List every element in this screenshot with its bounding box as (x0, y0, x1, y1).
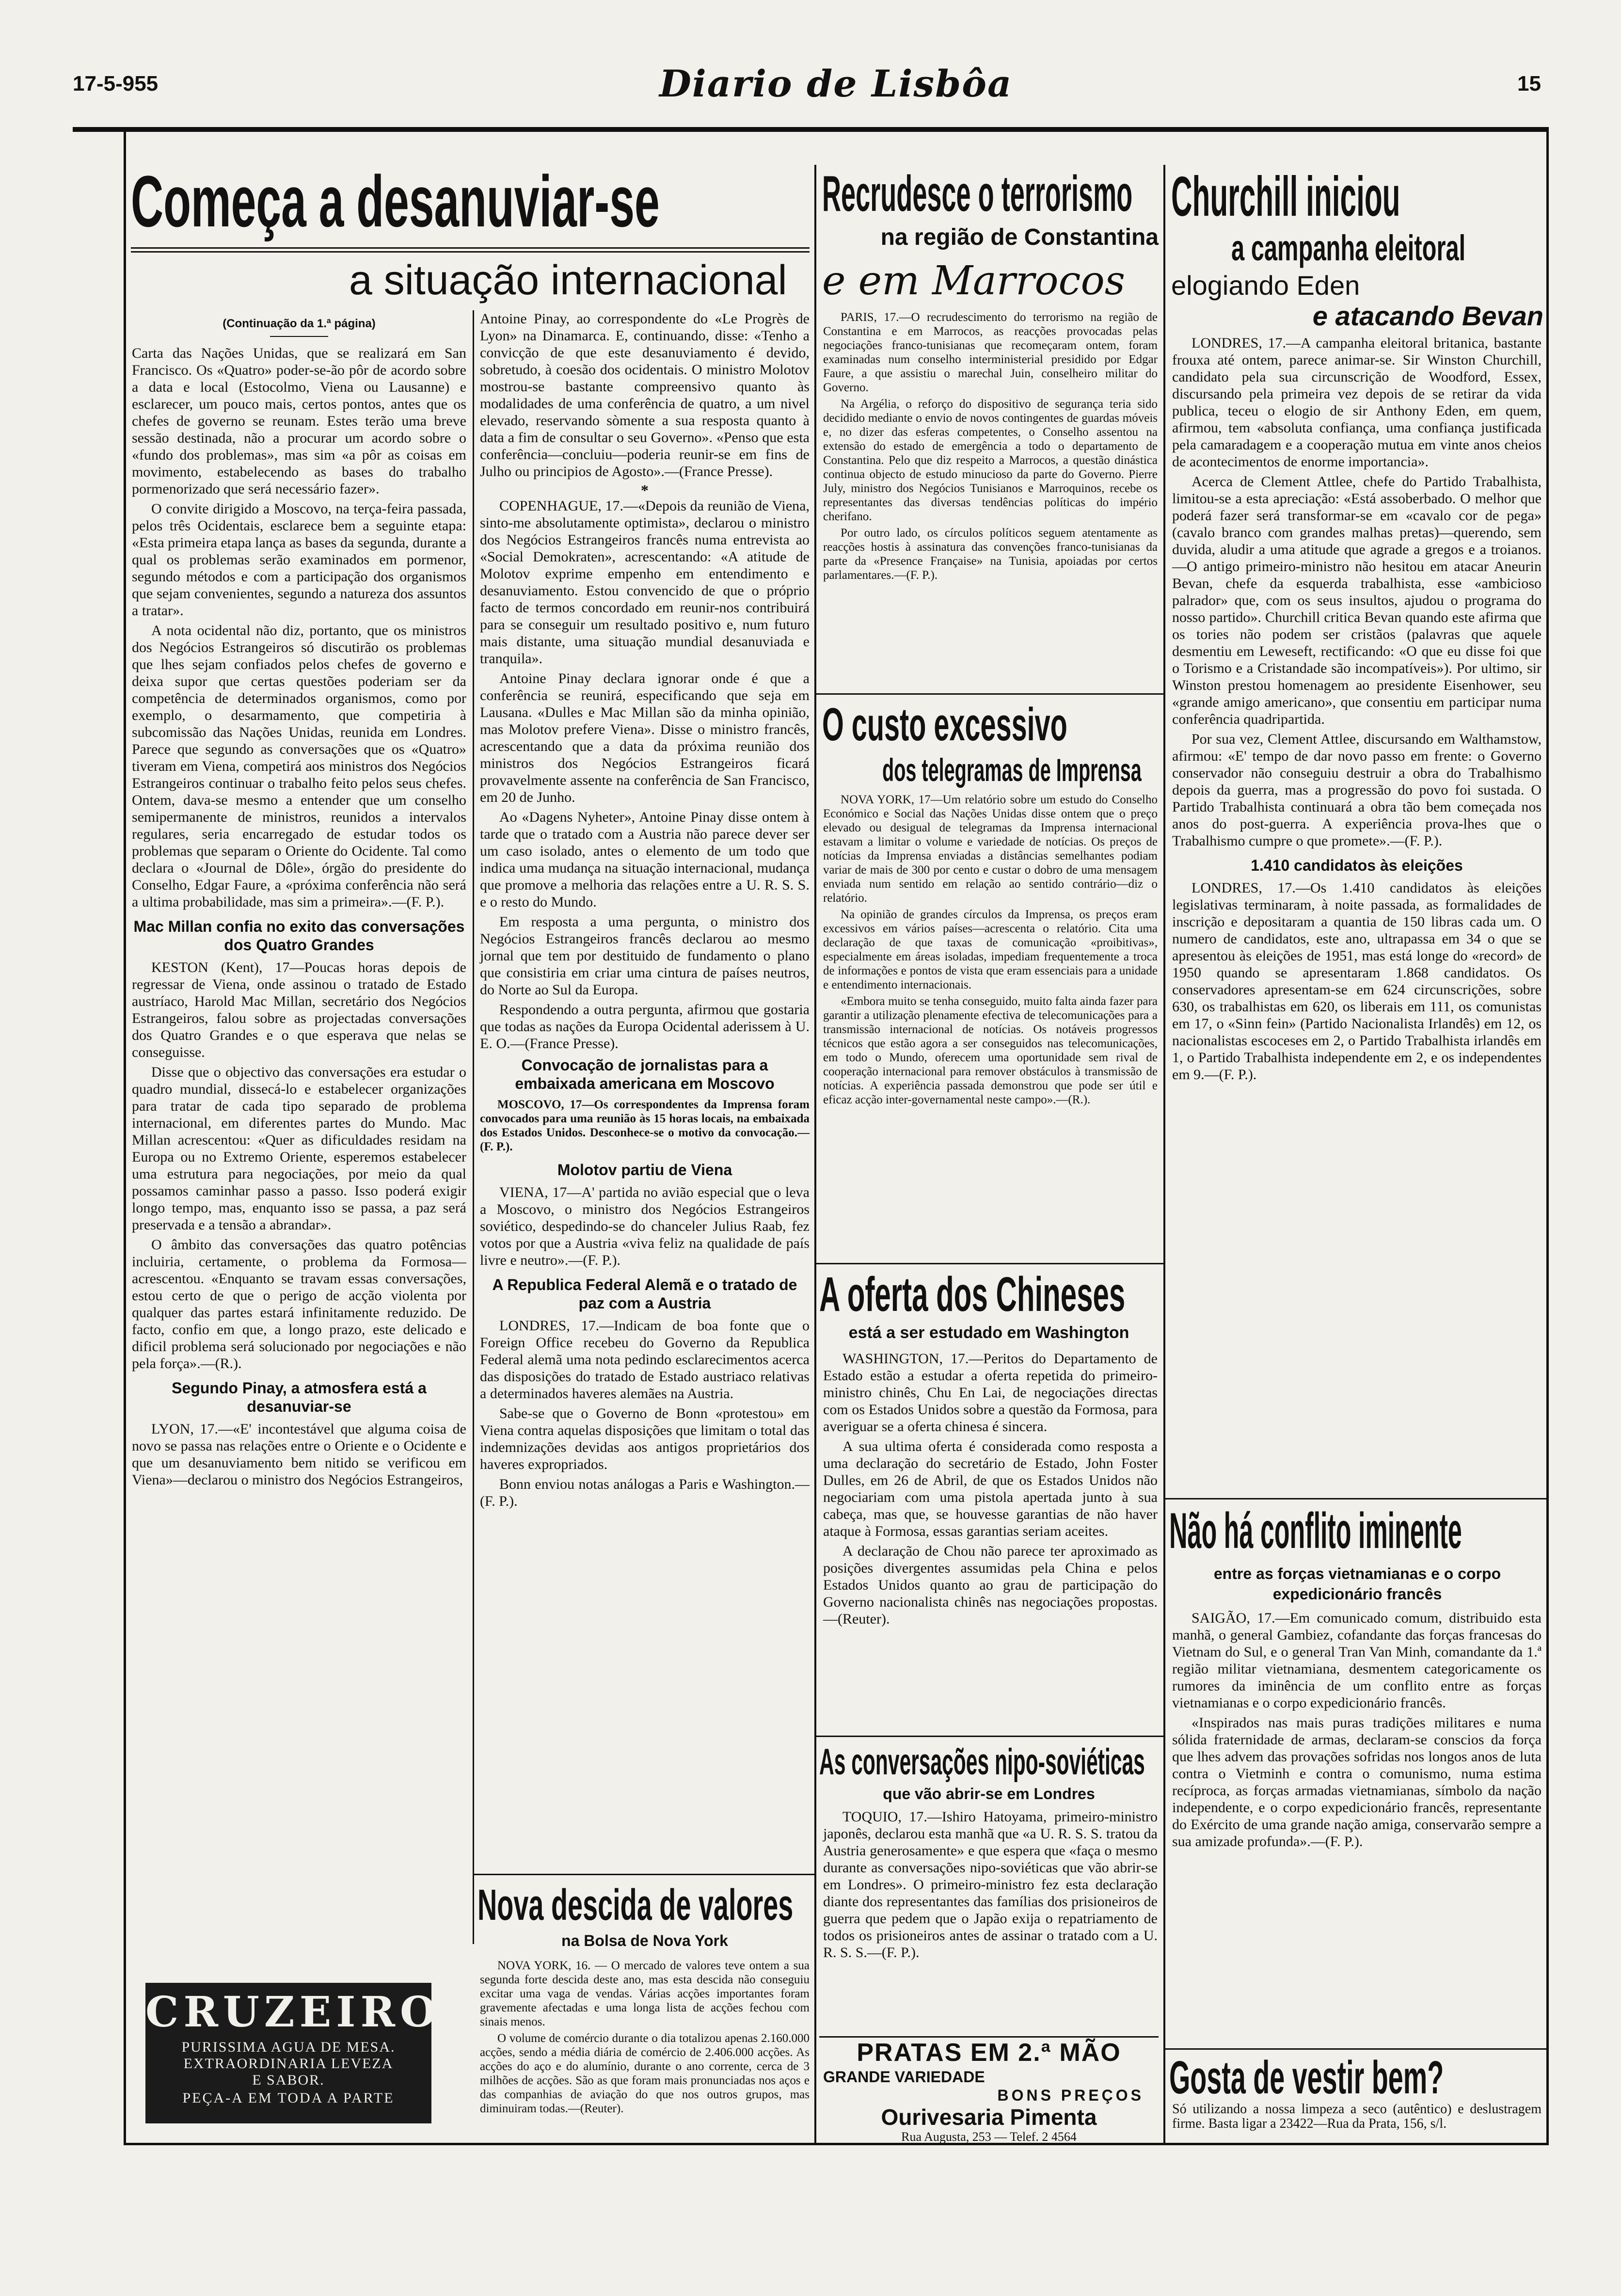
col1-subheading-macmillan: Mac Millan confia no exito das conversações dos Quatro Grandes (133, 918, 465, 954)
col3-story3-sub: está a ser estudado em Washington (848, 1323, 1129, 1342)
col2-story2-sub: na Bolsa de Nova York (561, 1932, 728, 1949)
cruzeiro-line-2: EXTRAORDINARIA LEVEZA (183, 2056, 394, 2072)
col2-paragraph: Em resposta a uma pergunta, o ministro dos Negócios Estrangeiros francês declarou ao mesmo jornal que tem por destituido de fundamento o plano que consistiria em criar uma cintura de países neutros, do Norte ao Sul da Europa. (480, 914, 810, 998)
col3-paragraph: PARIS, 17.—O recrudescimento do terrorismo na região de Constantina e em Marrocos, as reacções provocadas pelas negociações franco-tunisianas que recomeçaram ontem, foram examinadas num conselho interministerial presidido por Edgar Faure, a que assistiu o marechal Juin, conselheiro militar do Governo. (823, 311, 1158, 394)
col3-story4-sub: que vão abrir-se em Londres (883, 1785, 1095, 1802)
col3-story (823, 310, 1158, 585)
col1-subheading-pinay: Segundo Pinay, a atmosfera está a desanuviar-se (172, 1379, 427, 1415)
col3-story4-body (823, 1808, 1158, 1964)
col4-headline: Churchill iniciou (1171, 165, 1400, 228)
col2-paragraph: Antoine Pinay declara ignorar onde é que a conferência se reunirá, especificando que seja em Lausana. «Dulles e Mac Millan são da minha opinião, mas Molotov prefere Viena». Disse o ministro francês, acrescentando que a data da próxima reunião dos ministros dos Negócios Estrangeiros ficará provavelmente assente na conferência de San Francisco, em 20 de Junho. (480, 670, 810, 805)
main-subheadline: a situação internacional (349, 257, 787, 303)
col3-story3-paragraph: A sua ultima oferta é considerada como resposta a uma declaração do secretário de Estado, John Foster Dulles, em 26 de Abril, de que os Estados Unidos não negociariam com uma pistola apertada junto à sua cabeça, mas que, se houvesse garantias de não haver ataque à Formosa, essas garantias seriam aceites. (823, 1438, 1158, 1539)
col2-paragraph: Respondendo a outra pergunta, afirmou que gostaria que todas as nações da Europa Ocidental aderissem à U. E. O.—(France Presse). (480, 1002, 810, 1052)
col2-story2-headline: Nova descida de valores (477, 1881, 794, 1929)
col3-story4-headline: As conversações nipo-soviéticas (819, 1741, 1145, 1783)
col3-paragraph: Na Argélia, o reforço do dispositivo de segurança teria sido decidido mediante o envio de novos contingentes de guardas móveis e, no dizer das esferas competentes, o Conselho assentou na extensão do estado de emergência a todo o departamento de Constantina. Pelo que diz respeito a Marrocos, a questão dinástica continua objecto de estudo minucioso da parte do Governo. Pierre July, ministro dos Negócios Tunisianos e Marroquinos, recebe os representantes das diversas tendências políticas do império cherifano. (823, 398, 1158, 523)
pratas-title: PRATAS EM 2.ª MÃO (857, 2039, 1121, 2067)
col4-story2-paragraph: «Inspirados nas mais puras tradições militares e numa sólida fraternidade de armas, declaram-se conscios da força que lhes advem das provações sofridas nos longos anos de luta contra o Vietminh e contra o comunismo, numa estima recíproca, as forças armadas vietnamianas, símbolo da nação independente, e o corpo expedicionário francês, representante do Exército de uma grande nação amiga, conservarão sempre a sua amizade profunda».—(F. P.). (1172, 1715, 1542, 1850)
col3-story4-paragraph: TOQUIO, 17.—Ishiro Hatoyama, primeiro-ministro japonês, declarou esta manhã que «a U. R. S. S. tratou da Austria generosamente» e que espera que «faça o mesmo durante as conversações nipo-soviéticas que vão abrir-se em Londres». O primeiro-ministro fez esta declaração diante dos representantes das famílias dos prisioneiros de guerra que pedem que o Japão exija o repatriamento de todos os prisioneiros antes de assinar o tratado com a U. R. S. S.—(F. P.). (823, 1809, 1158, 1961)
col1-paragraph: Disse que o objectivo das conversações era estudar o quadro mundial, dissecá-lo e estabelecer organizações para tratar de cada tipo separado de problema internacional, em diferentes partes do Mundo. Mac Millan acrescentou: «Quer as dificuldades residam na Europa ou no Extremo Oriente, esperemos estabelecer uma estrutura para negociações, por meio da qual possamos caminhar passo a passo. Isso poderá exigir longo tempo, mas, enquanto isso se passa, a paz será preservada e a tensão a abrandar». (132, 1064, 466, 1233)
col4-story2-sub: entre as forças vietnamianas e o corpo expedicionário francês (1213, 1565, 1501, 1603)
asterisk-divider: * (641, 481, 649, 499)
continuation-note: (Continuação da 1.ª página) (222, 317, 376, 330)
col1-paragraph: A nota ocidental não diz, portanto, que os ministros dos Negócios Estrangeiros só discutirão os problemas que lhes sejam confiados pelos chefes de governo e deixa supor que certas questões poderiam ser da competência de determinados organismos, como por exemplo, o desarmamento, que competiria à subcomissão das Nações Unidas, reunida em Londres. Parece que segundo as conversações que os «Quatro» tiveram em Viena, competirá aos ministros dos Negócios Estrangeiros continuar o trabalho feito pelos seus chefes. Ontem, dava-se mesmo a entender que um conselho semipermanente de ministros, reunidos a intervalos regulares, seria encarregado de estudar todos os problemas que separam o Oriente do Ocidente. Tal como declara o «Journal de Dôle», órgão do presidente do Conselho, Edgar Faure, a «próxima conferência não será a ultima probabilidade, mas sim a primeira».—(F. P.). (132, 622, 466, 910)
col3-story3-headline: A oferta dos Chineses (819, 1267, 1126, 1322)
col4-story (1172, 335, 1542, 1086)
col3-story3-paragraph: A declaração de Chou não parece ter aproximado as posições divergentes assumidas pela China e pelos Estados Unidos quanto ao grau de participação do Governo nacionalista chinês nas negociações propostas.—(Reuter). (823, 1543, 1158, 1627)
col-sep-3-4 (1163, 165, 1165, 2143)
continuation-divider (270, 336, 328, 337)
cruzeiro-ad (145, 1983, 441, 2123)
col3-story2-paragraph: NOVA YORK, 17—Um relatório sobre um estudo do Conselho Económico e Social das Nações Unidas disse ontem que o preço elevado ou desigual de telegramas da Imprensa internacional estavam a limitar o volume e variedade de notícias. Os preços de notícias da Imprensa enviadas a distâncias semelhantes podiam variar de mais de 300 por cento e custar o dobro de uma mensagem enviada num sentido em relação ao sentido contrário—diz o relatório. (823, 793, 1158, 905)
col-sep-1-2 (473, 310, 474, 1944)
col4-story3-paragraph: Só utilizando a nossa limpeza a seco (autêntico) e deslustragem firme. Basta ligar a 23422—Rua da Prata, 156, s/l. (1172, 2102, 1542, 2131)
col2-story2-body (480, 1959, 810, 2118)
col2-paragraph: Antoine Pinay, ao correspondente do «Le Progrès de Lyon» na Dinamarca. E, continuando, disse: «Tenho a convicção de que este desanuviamento é devido, sobretudo, à coesão dos ocidentais. O ministro Molotov mostrou-se bastante compreensivo quanto às modalidades de uma conferência de quatro, a um nivel elevado, reservando sòmente a sua resposta quanto à data a fim de consultar o seu Governo». «Penso que esta conferência—concluiu—poderia reunir-se em fins de Julho ou principios de Agosto».—(France Presse). (480, 311, 810, 479)
col4-story3-rule (1165, 2048, 1546, 2050)
col3-story3-paragraph: WASHINGTON, 17.—Peritos do Departamento de Estado estão a estudar a oferta repetida do primeiro-ministro chinês, Chu En Lai, de negociações directas com os Estados Unidos sobre a questão da Formosa, para averiguar se a oferta chinesa é sincera. (823, 1351, 1158, 1435)
col4-story3-body (1172, 2102, 1542, 2134)
cruzeiro-line-4: PEÇA-A EM TODA A PARTE (182, 2090, 395, 2106)
col4-paragraph: Acerca de Clement Attlee, chefe do Partido Trabalhista, limitou-se a esta apreciação: «Está assoberbado. O melhor que poderá fazer será transformar-se em «cavalo cor de pega» (cavalo branco com grandes malhas pretas)—querendo, sem duvida, aludir a uma atitude que agrade a gregos e a troianos.—O antigo primeiro-ministro não hesitou em atacar Aneurin Bevan, chefe da esquerda trabalhista, esse «ambicioso palrador» que, com os seus insultos, ajudou o programa do nosso partido». Churchill critica Bevan quando este afirma que os tories não podem ser cristãos (palavras que aquele desmentiu em Leweseft, rectificando: «O que eu disse foi que o Torismo e a Cristandade são incompatíveis»). Por ultimo, sir Winston prestou homenagem ao presidente Eisenhower, seu «grande amigo americano», que consentiu em participar numa conferência quadripartida. (1172, 474, 1542, 727)
col2-story2-rule (473, 1874, 816, 1875)
col1-paragraph: LYON, 17.—«E' incontestável que alguma coisa de novo se passa nas relações entre o Oriente e o Ocidente e que um desanuviamento bem nitido se verificou em Viena»—declarou o ministro dos Negócios Estrangeiros, (132, 1421, 466, 1488)
pratas-name: Ourivesaria Pimenta (881, 2105, 1097, 2130)
col4-paragraph: LONDRES, 17.—A campanha eleitoral britanica, bastante frouxa até ontem, parece animar-se. Sir Winston Churchill, candidato pela sua circunscrição de Woodford, Essex, discursando pela primeira vez depois de se retirar da vida publica, teceu o elogio de sir Anthony Eden, em quem, afirmou, tem «absoluta confiança, uma confiança justificada pela camaradagem e a cooperação mutua em vinte anos cheios de acontecimentos de enorme importancia». (1172, 335, 1542, 470)
main-headline: Começa a desanuviar-se (131, 160, 660, 242)
col1-paragraph: O âmbito das conversações das quatro potências incluiria, certamente, o problema da Formosa—acrescentou. «Enquanto se travam essas conversações, estou certo de que o perigo de acção violenta por qualquer das partes estará infinitamente reduzido. De facto, confio em que, a longo prazo, este delicado e dificil problema será solucionado por negociações e não pela força».—(R.). (132, 1237, 466, 1371)
col4-subheading-candidatos: 1.410 candidatos às eleições (1251, 857, 1463, 874)
col2-story (480, 310, 810, 1513)
col2-paragraph: Ao «Dagens Nyheter», Antoine Pinay disse ontem à tarde que o tratado com a Austria não parece dever ser um caso isolado, antes o elemento de um todo que indica uma mudança na situação internacional, mudança que promove a melhoria das relações entre a U. R. S. S. e o resto do Mundo. (480, 809, 810, 910)
headline-rule-2 (131, 251, 810, 253)
masthead-title: Diario de Lisbôa (659, 62, 1013, 105)
col2-paragraph: MOSCOVO, 17—Os correspondentes da Imprensa foram convocados para uma reunião às 15 horas locais, na embaixada dos Estados Unidos. Desconhece-se o motivo da convocação.—(F. P.). (480, 1098, 810, 1153)
col3-story3-body (823, 1350, 1158, 1630)
cruzeiro-title: CRUZEIRO (145, 1988, 441, 2037)
col1-paragraph: KESTON (Kent), 17—Poucas horas depois de regressar de Viena, onde assinou o tratado de Estado austríaco, Harold Mac Millan, secretário dos Negócios Estrangeiros, falou sobre as projectadas conversações dos Quatro Grandes e o que esperava que nelas se conseguisse. (132, 959, 466, 1060)
col4-headline-c: elogiando Eden (1171, 270, 1360, 301)
col4-story2-rule (1165, 1498, 1546, 1499)
pratas-address: Rua Augusta, 253 — Telef. 2 4564 (901, 2130, 1077, 2144)
col4-story2-paragraph: SAIGÃO, 17.—Em comunicado comum, distribuido esta manhã, o general Gambiez, cofandante das forças francesas do Vietnam do Sul, e o general Tran Van Minh, comandante da 1.ª região militar vietnamiana, desmentem categoricamente os rumores da iminência de um conflito entre as forças vietnamianas e o corpo expedicionário francês. (1172, 1610, 1542, 1711)
page-number: 15 (1517, 72, 1541, 96)
masthead-date: 17-5-955 (73, 72, 159, 96)
col2-paragraph: COPENHAGUE, 17.—«Depois da reunião de Viena, sinto-me absolutamente optimista», declarou o ministro dos Negócios Estrangeiros francês numa entrevista ao «Social Demokraten», acrescentando: «A atitude de Molotov exprime empenho em entendimento e desanuviamento. Estou convencido de que o próprio facto de termos concordado em reunir-nos contribuirá para se conseguir um resultado positivo e, num futuro mais distante, uma situação mundial desanuviada e tranquila». (480, 498, 810, 667)
col2-paragraph: LONDRES, 17.—Indicam de boa fonte que o Foreign Office recebeu do Governo da Republica Federal alemã uma nota pedindo esclarecimentos acerca das disposições do tratado de Estado austriaco relativas a determinados haveres alemães na Austria. (480, 1318, 810, 1402)
col3-story2-body (823, 793, 1158, 1109)
col3-headline: Recrudesce o terrorismo (822, 166, 1133, 222)
col4-paragraph: LONDRES, 17.—Os 1.410 candidatos às eleições legislativas terminaram, à noite passada, as formalidades de inscrição e depositaram a quantia de 150 libras cada um. O numero de candidatos, este ano, ultrapassa em 34 o que se apresentou às eleições de 1951, mas está longe do «record» de 1950 quando se apresentaram 1.868 candidatos. Os conservadores apresentam-se em 624 circunscrições, sobre 630, os trabalhistas em 620, os liberais em 111, os comunistas em 17, o «Sinn fein» (Partido Nacionalista Irlandês) em 12, os nacionalistas escoceses em 2, o Partido Trabalhista irlandês em 1, o Partido Trabalhista independente em 2, e os independentes em 9.—(F. P.). (1172, 880, 1542, 1083)
col1-paragraph: O convite dirigido a Moscovo, na terça-feira passada, pelos três Ocidentais, esclarece bem a seguinte etapa: «Esta primeira etapa lança as bases da segunda, durante a qual os problemas serão examinados em pormenor, segundo métodos e com a participação dos organismos que sejam convenientes, segundo a natureza dos assuntos a tratar». (132, 501, 466, 619)
masthead-rule (73, 127, 1549, 132)
col1-story (132, 315, 466, 1491)
pratas-line-1: GRANDE VARIEDADE (823, 2068, 985, 2086)
col3-story4-rule (816, 1736, 1163, 1737)
col4-headline-b: a campanha eleitoral (1231, 228, 1466, 268)
col1-paragraph: Carta das Nações Unidas, que se realizará em San Francisco. Os «Quatro» poder-se-ão pôr de acordo sobre a data e local (Estocolmo, Viena ou Lausanne) e esclarecer, um pouco mais, certos pontos, antes que os chefes de governo se reunam. Estes terão uma breve sessão destinada, não a procurar um acordo sobre o «fundo dos problemas», mas sim «a pôr as coisas em movimento, estabelecendo as bases do trabalho pormenorizado que será necessário fazer». (132, 345, 466, 497)
col2-story2-paragraph: NOVA YORK, 16. — O mercado de valores teve ontem a sua segunda forte descida deste ano, mas esta descida não conseguiu excitar uma vaga de vendas. Várias acções importantes foram gravemente afectadas e uma longa lista de acções fechou com sinais menos. (480, 1959, 810, 2028)
frame-right (1546, 132, 1549, 2144)
col4-story3-headline: Gosta de vestir bem? (1169, 2052, 1444, 2104)
col4-story2-body (1172, 1610, 1542, 1853)
col2-paragraph: Sabe-se que o Governo de Bonn «protestou» em Viena contra aquelas disposições que limitam o total das indemnizações devidas aos antigos proprietários dos haveres expropriados. (480, 1405, 810, 1472)
col4-story2-headline: Não há conflito iminente (1169, 1503, 1462, 1559)
col2-subheading-republica: A Republica Federal Alemã e o tratado de paz com a Austria (492, 1276, 797, 1312)
col3-headline-c: e em Marrocos (822, 258, 1125, 304)
col3-story2-paragraph: Na opinião de grandes círculos da Imprensa, os preços eram excessivos em vários países—acrescenta o relatório. Cita uma declaração de que taxas de comunicação «proibitivas», especialmente em áreas isoladas, impediam frequentemente a troca de informações e pontos de vista que eram essenciais para a unidade e entendimento internacionais. (823, 908, 1158, 991)
col2-paragraph: VIENA, 17—A' partida no avião especial que o leva a Moscovo, o ministro dos Negócios Estrangeiros soviético, despedindo-se do chanceler Julius Raab, fez votos por que a Austria «viva feliz na qualidade de país livre e neutro».—(F. P.). (480, 1184, 810, 1268)
headline-rule-1 (131, 247, 810, 249)
col2-subheading-jornalistas: Convocação de jornalistas para a embaixada americana em Moscovo (515, 1056, 775, 1092)
pratas-ad (819, 2036, 1159, 2144)
col3-story2-paragraph: «Embora muito se tenha conseguido, muito falta ainda fazer para garantir a utilização plenamente efectiva de telecomunicações para a transmissão internacional de notícias. Os notáveis progressos técnicos que estão agora a ser conseguidos nas telecomunicações, em todo o Mundo, oferecem uma oportunidade sem rival de cooperação internacional para remover obstáculos à transmissão de notícias. A experiência passada demonstrou que pode ser útil e eficaz acção inter-governamental neste campo».—(R.). (823, 995, 1158, 1106)
col3-headline-b: na região de Constantina (880, 224, 1159, 250)
col4-paragraph: Por sua vez, Clement Attlee, discursando em Walthamstow, afirmou: «E' tempo de dar novo passo em frente: o Governo conservador não conseguiu destruir a obra do Trabalhismo depois da guerra, mas a progressão do povo foi sustada. O Partido Trabalhista continuará a obra tão bem começada nos anos do post-guerra. A experiência prova-lhes que o Trabalhismo cumpre o que promete».—(F. P.). (1172, 731, 1542, 849)
col3-story2-sub: dos telegramas de Imprensa (882, 752, 1142, 788)
cruzeiro-line-1: PURISSIMA AGUA DE MESA. (181, 2039, 396, 2055)
col4-headline-d: e atacando Bevan (1312, 301, 1543, 331)
col2-story2-paragraph: O volume de comércio durante o dia totalizou apenas 2.160.000 acções, sendo a média diária de comércio de 2.406.000 acções. As acções do aço e do alumínio, durante o ano corrente, cerca de 3 milhões de acções. São as que foram mais pronunciadas nos aços e das companhias de aviação do que nos outros grupos, mas diminuiram todas.—(Reuter). (480, 2032, 810, 2115)
cruzeiro-line-3: E SABOR. (252, 2072, 325, 2088)
col3-story3-rule (816, 1263, 1163, 1264)
pratas-line-2: BONS PREÇOS (997, 2087, 1144, 2104)
col2-paragraph: Bonn enviou notas análogas a Paris e Washington.—(F. P.). (480, 1476, 810, 1509)
col3-story2-rule (816, 693, 1163, 695)
col-sep-2-3 (814, 165, 816, 2143)
col3-paragraph: Por outro lado, os círculos políticos seguem atentamente as reacções hostis à assinatura das convenções franco-tunisianas da parte da «Presence Française» na Tunisia, apoiadas por certos parlamentares.—(F. P.). (823, 526, 1158, 582)
frame-left (124, 132, 126, 2144)
col3-story2-headline: O custo excessivo (822, 699, 1067, 750)
col2-subheading-molotov: Molotov partiu de Viena (557, 1161, 732, 1179)
